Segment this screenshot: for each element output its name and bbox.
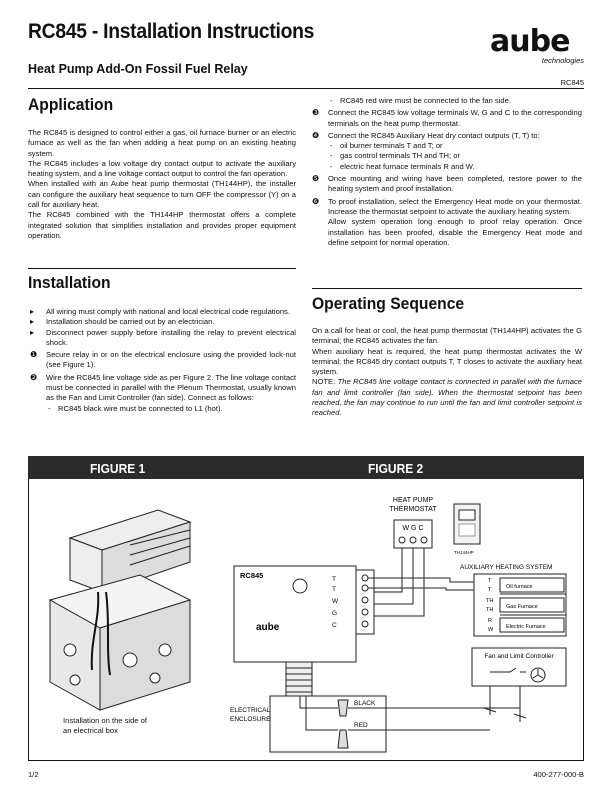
operating-paragraph: When auxiliary heat is required, the heat pump thermostat activates the W terminal; the RC845 dry contact outputs T, T closes to activate the auxiliary heat system. <box>312 346 582 377</box>
sub-item: - oil burner terminals T and T; or <box>330 141 443 151</box>
thermostat-screws <box>399 537 427 543</box>
svg-text:T: T <box>332 576 336 583</box>
svg-text:T: T <box>488 578 492 584</box>
logo-word: aube <box>490 24 570 59</box>
sub-item: - RC845 black wire must be connected to L1 (hot). <box>48 403 223 413</box>
figure-1-label: FIGURE 1 <box>90 461 146 476</box>
svg-text:W: W <box>332 598 339 605</box>
list-item: ❻ To proof installation, select the Emergency Heat mode on your thermostat. Increase the thermostat setpoint to activate the auxiliary heating system. <box>312 196 582 216</box>
svg-text:TH: TH <box>486 598 494 604</box>
enclosure-label: ENCLOSURE <box>230 716 271 723</box>
installation-heading: Installation <box>28 273 111 292</box>
list-item: ❹ Connect the RC845 Auxiliary Heat dry contact outputs (T, T) to: <box>312 130 540 140</box>
thermostat-device <box>454 504 480 544</box>
ul-mark-icon <box>293 579 307 593</box>
rc845-relay-box <box>234 566 356 662</box>
application-text <box>28 128 296 241</box>
triangle-bullet-icon: ▸ <box>30 327 35 337</box>
sub-item: - RC845 red wire must be connected to the fan side. <box>330 96 511 105</box>
thermostat-label: THERMOSTAT <box>389 506 437 513</box>
svg-text:Gas Furnace: Gas Furnace <box>506 604 538 610</box>
application-paragraph: The RC845 combined with the TH144HP thermostat offers a complete integrated solution that simplifies installation and provides proper equipment operation. <box>28 210 296 240</box>
svg-text:T: T <box>488 587 492 593</box>
low-voltage-wires <box>368 548 424 616</box>
application-heading: Application <box>28 95 114 114</box>
svg-text:R: R <box>488 618 492 624</box>
document-number: 400-277-000-B <box>533 770 584 779</box>
electrical-box <box>50 575 190 710</box>
svg-text:W: W <box>488 627 494 633</box>
list-item: ❸ Connect the RC845 low voltage terminals W, G and C to the corresponding terminals on the heat pump thermostat. <box>312 108 582 128</box>
list-item: ▸ Disconnect power supply before installing the relay to prevent electrical shock. <box>30 327 296 347</box>
svg-text:TH: TH <box>486 607 494 613</box>
triangle-bullet-icon: ▸ <box>30 317 35 327</box>
step-marker: ❸ <box>312 108 320 118</box>
aux-wires <box>368 578 478 590</box>
aux-heading: AUXILIARY HEATING SYSTEM <box>460 564 553 571</box>
heat-pump-label: HEAT PUMP <box>392 497 434 504</box>
page-number: 1/2 <box>28 770 39 779</box>
svg-text:Electric Furnace: Electric Furnace <box>506 624 546 630</box>
triangle-bullet-icon: ▸ <box>30 307 35 316</box>
page-subtitle: Heat Pump Add-On Fossil Fuel Relay <box>28 62 248 76</box>
relay-label: RC845 <box>240 571 264 580</box>
conduit <box>286 662 312 696</box>
step-marker: ❻ <box>312 196 320 206</box>
enclosure-label: ELECTRICAL <box>230 707 271 714</box>
figure-1-drawing <box>40 500 210 715</box>
application-paragraph: When installed with an Aube heat pump thermostat (TH144HP), the installer can configure the auxiliary heat sequence to turn OFF the compressor (Y) on a call for auxiliary heat. <box>28 179 296 210</box>
svg-text:T: T <box>332 586 336 593</box>
figure-2-label: FIGURE 2 <box>368 461 424 476</box>
installation-list-continued <box>312 96 582 248</box>
step-marker: ❹ <box>312 130 320 140</box>
relay-logo: aube <box>256 622 280 633</box>
sub-item: - gas control terminals TH and TH; or <box>330 151 461 161</box>
figure-2-wiring-diagram <box>220 490 582 758</box>
svg-text:Oil furnace: Oil furnace <box>506 584 533 590</box>
list-item: Allow system operation long enough to proof relay operation. Once installation has been proofed, disable the Emergency Heat mode and define setpoint for normal operation. <box>328 217 582 247</box>
section-rule <box>312 288 582 289</box>
operating-paragraph: On a call for heat or cool, the heat pump thermostat (TH144HP) activates the G terminal; the RC845 activates the fan. <box>312 326 582 346</box>
application-paragraph: The RC845 includes a low voltage dry contact output to activate the auxiliary heating system, and a line voltage contact output to control the fan operation. <box>28 158 296 179</box>
fan-icon <box>531 668 545 682</box>
fan-limit-label: Fan and Limit Controller <box>484 653 554 660</box>
thermostat-model: TH144HP <box>454 550 474 555</box>
thermostat-terminal-labels: W G C <box>402 525 424 532</box>
svg-text:C: C <box>332 622 337 629</box>
step-marker: ❷ <box>30 372 38 382</box>
page-title: RC845 - Installation Instructions <box>28 20 315 43</box>
application-paragraph: The RC845 is designed to control either a gas, oil furnace burner or an electric furnace as well as the fan when adding a heat pump on an existing heating system. <box>28 128 296 158</box>
list-item: ❷ Wire the RC845 line voltage side as per Figure 2. The line voltage contact must be connected in parallel with the Plenum Thermostat, usually known as the Fan and Limit Controller (fan side). Connect as follows: <box>30 372 296 403</box>
black-wire-label: BLACK <box>354 700 376 707</box>
red-wire-label: RED <box>354 722 368 729</box>
logo-tagline: technologies <box>541 56 584 65</box>
figure-1-caption: Installation on the side of an electrical box <box>63 716 148 735</box>
section-rule <box>28 268 296 269</box>
list-item: ❺ Once mounting and wiring have been completed, restore power to the heating system and proof installation. <box>312 174 582 194</box>
list-item: ▸ Installation should be carried out by an electrician. <box>30 317 215 327</box>
step-marker: ❺ <box>312 174 320 184</box>
operating-heading: Operating Sequence <box>312 294 465 313</box>
list-item: ▸ All wiring must comply with national and local electrical code regulations. <box>30 307 290 316</box>
step-marker: ❶ <box>30 350 38 360</box>
header-rule <box>28 88 584 89</box>
aube-logo <box>490 24 586 66</box>
installation-list <box>30 307 296 414</box>
list-item: ❶ Secure relay in or on the electrical enclosure using the provided lock-nut (see Figure 1). <box>30 350 296 370</box>
operating-text <box>312 326 582 419</box>
model-reference: RC845 <box>560 78 584 87</box>
sub-item: - electric heat furnace terminals R and W. <box>330 161 475 171</box>
svg-text:G: G <box>332 610 338 617</box>
operating-note: NOTE: The RC845 line voltage contact is connected in parallel with the furnace fan and limit controller (fan side). When the thermostat setpoint has been reached, the fan may continue to run until the fan and limit controller setpoint is reached. <box>312 377 582 418</box>
